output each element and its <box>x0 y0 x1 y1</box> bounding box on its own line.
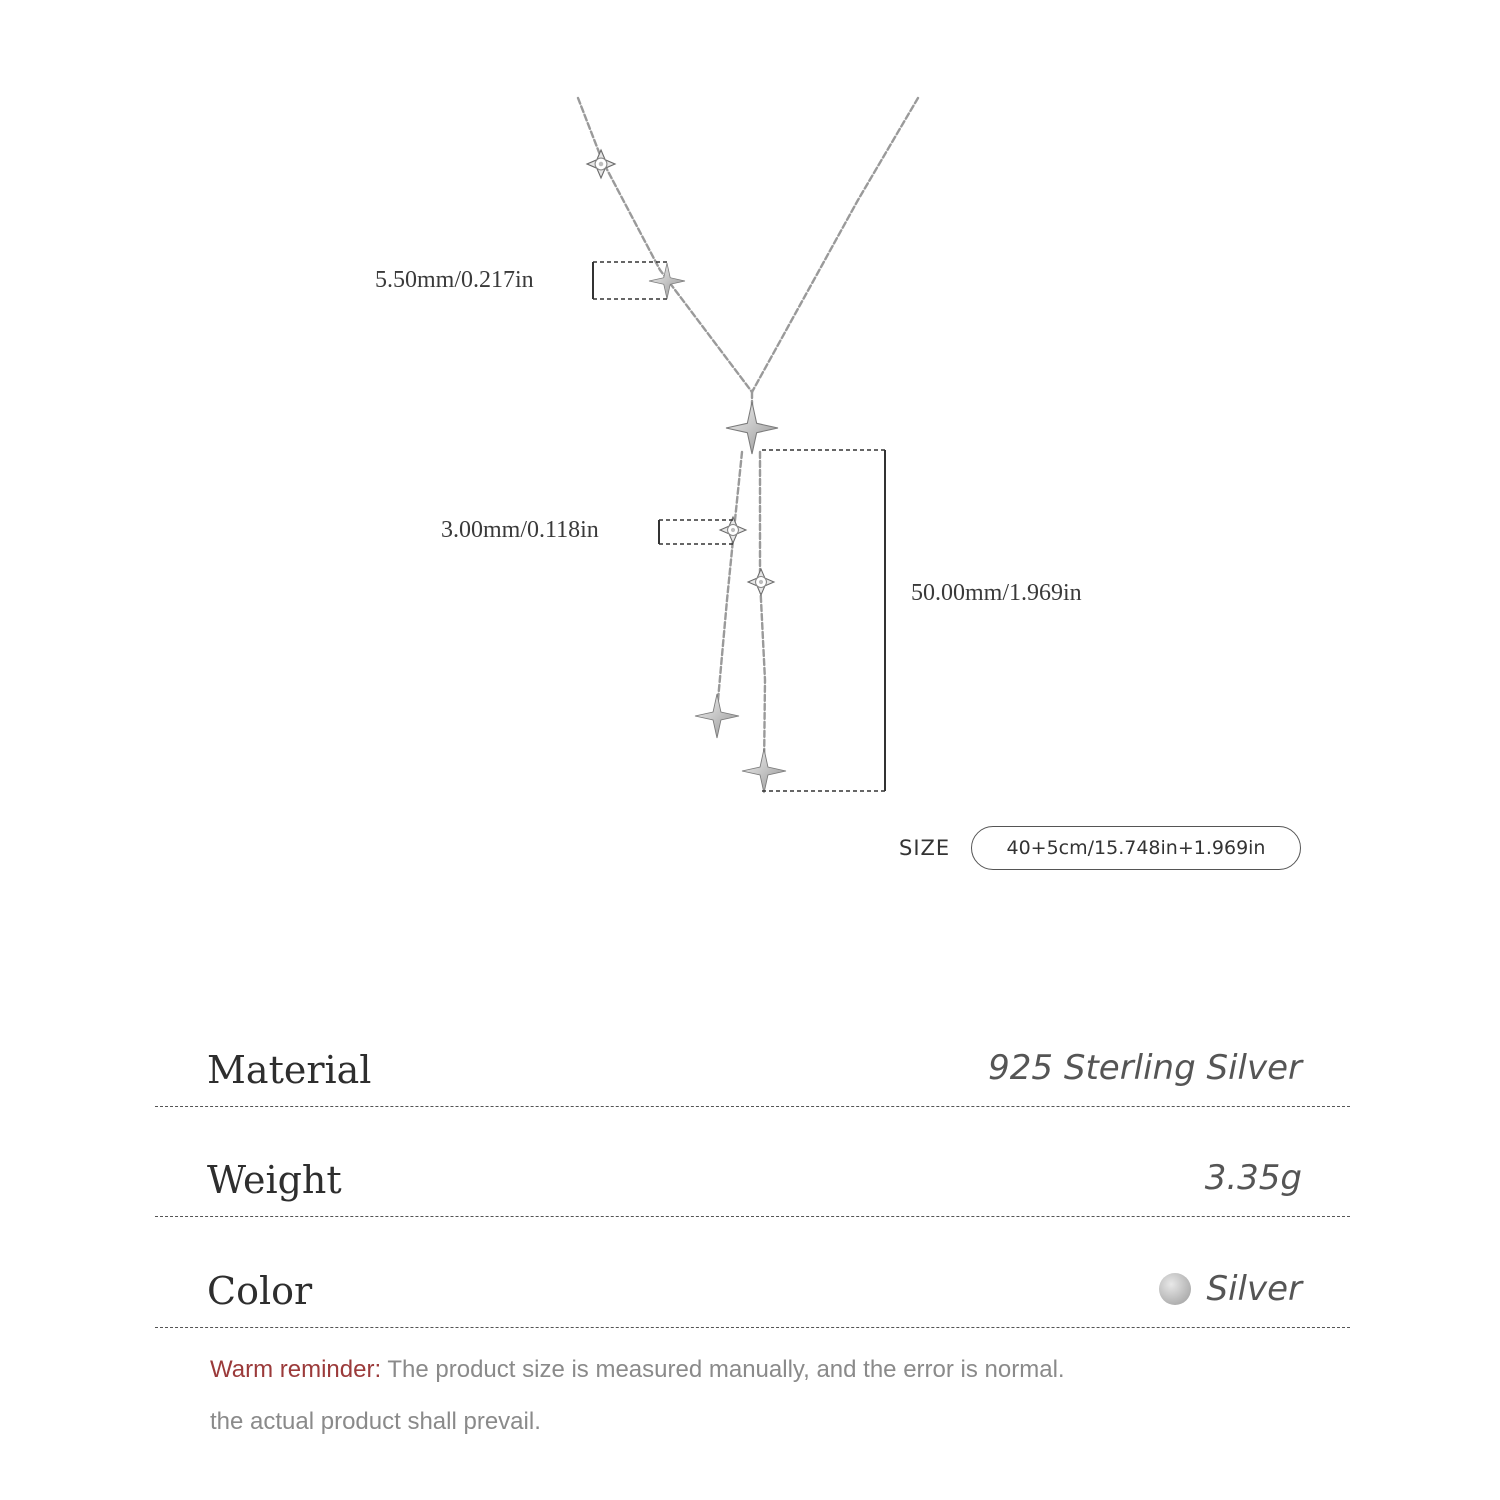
dimension-label-tassel: 50.00mm/1.969in <box>911 580 1082 606</box>
star-charm-left-end <box>695 694 739 738</box>
dimension-label-small-star: 5.50mm/0.217in <box>375 267 534 293</box>
material-label: Material <box>207 1048 372 1092</box>
star-charm-right-end <box>742 749 786 793</box>
spec-row-weight <box>155 1136 1350 1217</box>
weight-value: 3.35g <box>1204 1158 1302 1198</box>
warm-reminder-text: The product size is measured manually, and the error is normal. <box>381 1356 1065 1383</box>
color-label: Color <box>207 1269 313 1313</box>
stone-charm-right <box>748 569 774 595</box>
dimension-bracket-tassel <box>762 450 885 791</box>
dimension-label-small-stone: 3.00mm/0.118in <box>441 517 599 543</box>
star-charm-small <box>649 263 685 299</box>
weight-label: Weight <box>207 1158 342 1202</box>
stone-charm-left <box>720 517 746 543</box>
warm-reminder-prefix: Warm reminder: <box>210 1356 382 1383</box>
size-label: SIZE <box>899 836 951 860</box>
size-value-badge: 40+5cm/15.748in+1.969in <box>971 826 1301 870</box>
dimension-bracket-small-stone <box>659 520 733 544</box>
stone-charm-upper <box>587 150 615 178</box>
spec-row-color <box>155 1247 1350 1328</box>
spec-row-material <box>155 1026 1350 1107</box>
warm-reminder-line-2: the actual product shall prevail. <box>210 1408 541 1435</box>
material-value: 925 Sterling Silver <box>988 1048 1302 1088</box>
color-value-text: Silver <box>1206 1269 1302 1309</box>
silver-swatch-icon <box>1159 1273 1191 1305</box>
warm-reminder-line-1 <box>210 1356 1065 1384</box>
color-value <box>1159 1269 1303 1309</box>
size-row <box>899 826 1301 870</box>
star-charm-center <box>726 402 778 454</box>
